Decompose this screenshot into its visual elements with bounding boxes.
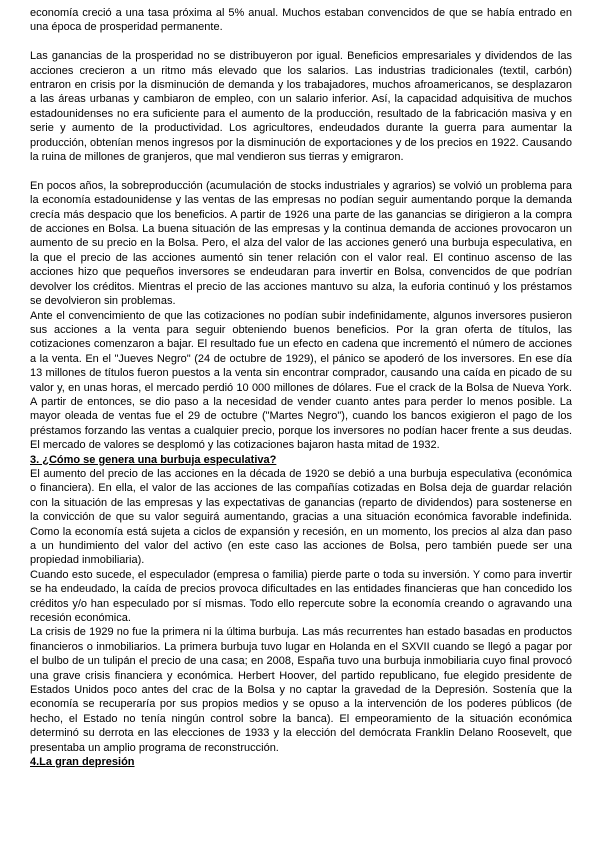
paragraph-intro: economía creció a una tasa próxima al 5% anual. Muchos estaban convencidos de que se había entrado en una época de prosperidad permanente. (30, 7, 572, 34)
paragraph-prosperity-distribution: Las ganancias de la prosperidad no se distribuyeron por igual. Beneficios empresariales y dividendos de las acciones crecieron a un ritmo más elevado que los salarios. Las industrias tradicionales (textil, carbón) entraron en crisis por la disminución de demanda y los trabajadores, muchos afroamericanos, se desplazaron a las áreas urbanas y cambiaron de empleo, con un salario inferior. Así, la capacidad adquisitiva de muchos estadounidenses no era suficiente para el aumento de la producción, resultado de la fabricación masiva y en serie y aumento de la productividad. Los agricultores, endeudados durante la guerra para aumentar la producción, obtenían menos ingresos por la disminución de exportaciones y de los precios en 1922. Causando la ruina de millones de granjeros, que mal vendieron sus tierras y emigraron. (30, 50, 572, 164)
paragraph-other-bubbles: La crisis de 1929 no fue la primera ni la última burbuja. Las más recurrentes han estado basadas en productos financieros o inmobiliarios. La primera burbuja tuvo lugar en Holanda en el SXVII cuando se llegó a pagar por el bulbo de un tulipán el precio de una casa; en 2008, España tuvo una burbuja inmobiliaria cuyo final provocó una grave crisis financiera y económica. Herbert Hoover, del partido republicano, fue elegido presidente de Estados Unidos poco antes del crac de la Bolsa y no captar la gravedad de la Depresión. Sostenía que la economía se recuperaría por sus propios medios y se opuso a la intervención de los poderes públicos (de hecho, el Estado no tenía ningún control sobre la banca). El empeoramiento de la situación económica determinó su derrota en las elecciones de 1933 y la elección del demócrata Franklin Delano Roosevelt, que presentaba un amplio programa de reconstrucción. (30, 626, 572, 754)
paragraph-bubble-definition: El aumento del precio de las acciones en la década de 1920 se debió a una burbuja especulativa (económica o financiera). En ella, el valor de las acciones de las compañías cotizadas en Bolsa deja de guardar relación con la situación de las empresas y las expectativas de ganancias (reparto de dividendos) para sostenerse en la convicción de que su valor seguirá aumentando, gracias a una situación económica favorable indefinida. Como la economía está sujeta a ciclos de expansión y recesión, en un momento, los precios al alza dan paso a un hundimiento del valor del activo (en este caso las acciones de Bolsa, pero también puede ser una propiedad inmobiliaria). (30, 467, 572, 567)
section-heading-great-depression: 4.La gran depresión (30, 756, 135, 769)
paragraph-crash: Ante el convencimiento de que las cotizaciones no podían subir indefinidamente, algunos inversores pusieron sus acciones a la venta para seguir obteniendo buenos beneficios. Por la gran oferta de títulos, las cotizaciones comenzaron a bajar. El resultado fue un efecto en cadena que incrementó el número de acciones a la venta. En el "Jueves Negro" (24 de octubre de 1929), el pánico se apoderó de los inversores. En ese día 13 millones de títulos fueron puestos a la venta sin encontrar comprador, causando una caída en picado de su valor y, en unas horas, el mercado perdió 10 000 millones de dólares. Fue el crack de la Bolsa de Nueva York. A partir de entonces, se dio paso a la necesidad de vender cuanto antes para perder lo menos posible. La mayor oleada de ventas fue el 29 de octubre ("Martes Negro"), cuando los bancos exigieron el pago de los préstamos forzando las ventas a cualquier precio, porque los inversores no podían hacer frente a sus deudas. El mercado de valores se desplomó y las cotizaciones bajaron hasta mitad de 1932. (30, 309, 572, 452)
section-heading-speculative-bubble: 3. ¿Cómo se genera una burbuja especulativa? (30, 453, 277, 466)
paragraph-gap (30, 164, 572, 178)
paragraph-speculator-loss: Cuando esto sucede, el especulador (empresa o familia) pierde parte o toda su inversión. Y como para invertir se ha endeudado, la caída de precios provoca dificultades en las entidades financieras que han concedido los créditos y/o han especulado por sí mismas. Todo ello repercute sobre la economía creando o agravando una recesión económica. (30, 568, 572, 625)
paragraph-overproduction: En pocos años, la sobreproducción (acumulación de stocks industriales y agrarios) se volvió un problema para la economía estadounidense y las ventas de las empresas no podían seguir aumentando porque la demanda crecía más despacio que los beneficios. A partir de 1926 una parte de las ganancias se dirigieron a la compra de acciones en Bolsa. La buena situación de las empresas y la continua demanda de acciones provocaron un aumento de su precio en la Bolsa. Pero, el alza del valor de las acciones generó una burbuja especulativa, en la que el precio de las acciones aumentó sin tener relación con el valor real. El continuo ascenso de las acciones hizo que pequeños inversores se endeudaran para invertir en Bolsa, convencidos de que podrían devolver los créditos. Mientras el precio de las acciones mantuvo su alza, la euforia continuó y los préstamos se devolvieron sin problemas. (30, 179, 572, 308)
paragraph-gap (30, 35, 572, 49)
